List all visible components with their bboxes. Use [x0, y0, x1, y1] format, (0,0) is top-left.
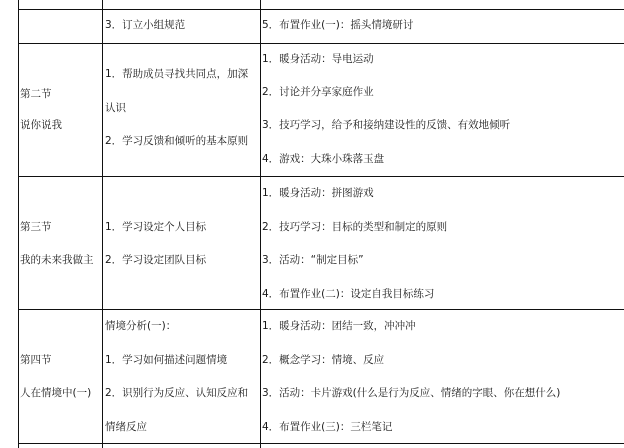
- activity-line: 4．游戏：大珠小珠落玉盘: [262, 153, 385, 165]
- goal-line: 1．学习如何描述问题情境: [105, 354, 228, 366]
- table-border-top: [18, 9, 624, 10]
- goal-line: 2．学习反馈和倾听的基本原则: [105, 135, 249, 147]
- goal-line: 1．帮助成员寻找共同点，加深: [105, 68, 249, 80]
- goal-line: 1．学习设定个人目标: [105, 221, 207, 233]
- session-number: 第三节: [20, 221, 52, 233]
- row-divider: [18, 43, 624, 44]
- activity-line: 1．暖身活动：团结一致，冲冲冲: [262, 320, 416, 332]
- goal-line: 3．订立小组规范: [105, 19, 186, 31]
- activity-line: 2．讨论并分享家庭作业: [262, 86, 374, 98]
- activity-line: 1．暖身活动：拼图游戏: [262, 187, 374, 199]
- activity-line: 1．暖身活动：导电运动: [262, 53, 374, 65]
- activity-line: 5．布置作业(一)：摇头情境研讨: [262, 19, 414, 31]
- row-divider: [18, 443, 624, 444]
- table-border-left: [18, 0, 19, 448]
- column-divider: [260, 0, 261, 448]
- goal-line: 情绪反应: [105, 421, 147, 433]
- activity-line: 4．布置作业(三)：三栏笔记: [262, 421, 393, 433]
- activity-line: 3．活动：“制定目标”: [262, 254, 364, 266]
- session-number: 第四节: [20, 354, 52, 366]
- activity-line: 3．活动：卡片游戏(什么是行为反应、情绪的字眼、你在想什么): [262, 387, 561, 399]
- row-divider: [18, 176, 624, 177]
- activity-line: 2．技巧学习：目标的类型和制定的原则: [262, 221, 448, 233]
- session-number: 第二节: [20, 88, 52, 100]
- session-title: 人在情境中(一): [20, 387, 92, 399]
- activity-line: 4．布置作业(二)：设定自我目标练习: [262, 288, 435, 300]
- activity-line: 3．技巧学习，给予和接纳建设性的反馈、有效地倾听: [262, 119, 511, 131]
- session-title: 我的未来我做主: [20, 254, 94, 266]
- session-title: 说你说我: [20, 119, 62, 131]
- goal-line: 2．学习设定团队目标: [105, 254, 207, 266]
- goal-line: 2．识别行为反应、认知反应和: [105, 387, 249, 399]
- activity-line: 2．概念学习：情境、反应: [262, 354, 385, 366]
- column-divider: [102, 0, 103, 448]
- goal-line: 情境分析(一)：: [105, 320, 177, 332]
- row-divider: [18, 309, 624, 310]
- goal-line: 认识: [105, 102, 126, 114]
